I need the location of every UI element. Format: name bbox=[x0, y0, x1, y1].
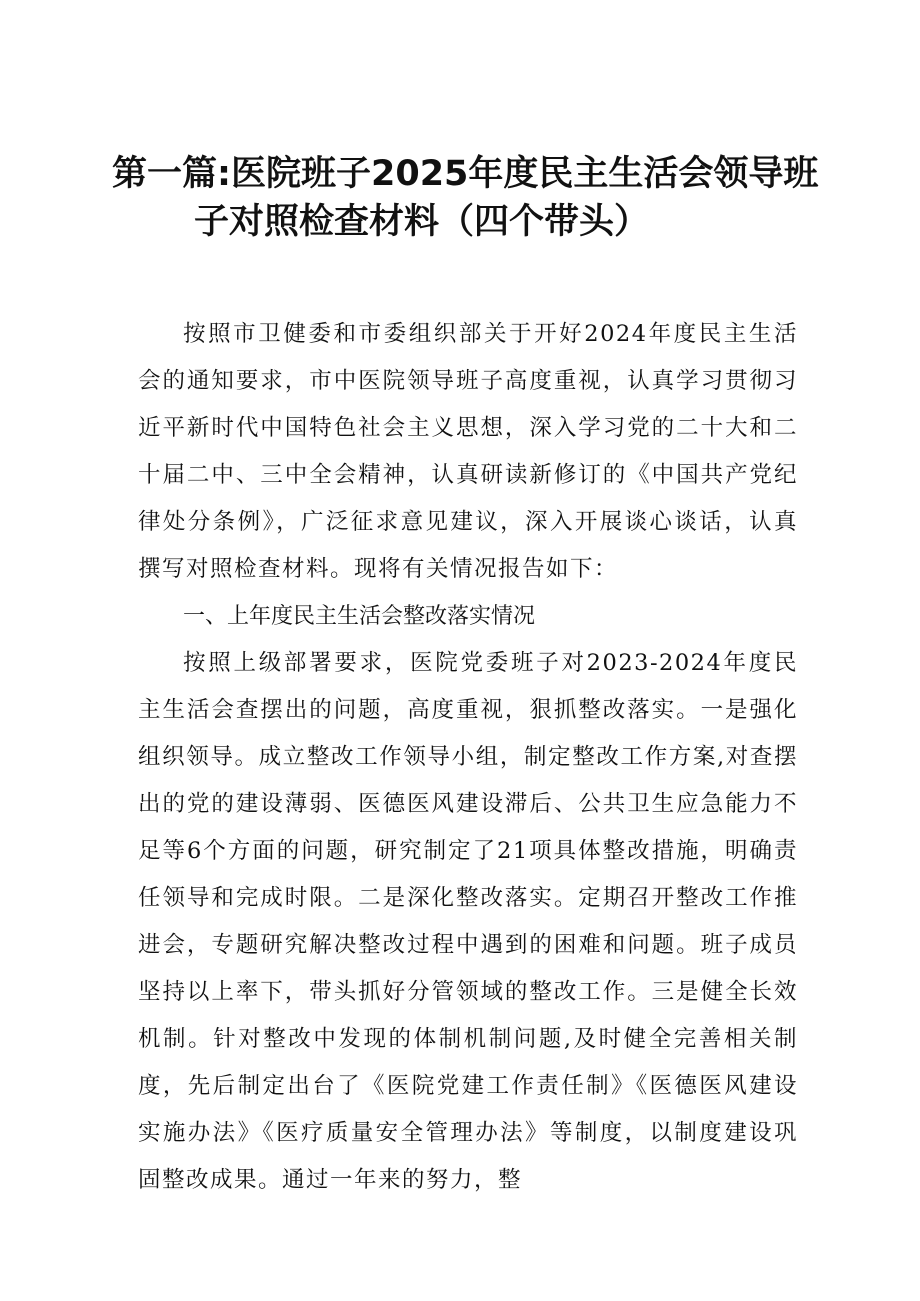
intro-paragraph: 按照市卫健委和市委组织部关于开好2024年度民主生活会的通知要求，市中医院领导班子高度重视，认真学习贯彻习近平新时代中国特色社会主义思想，深入学习党的二十大和二十届二中、三中全会精神，认真研读新修订的《中国共产党纪律处分条例》，广泛征求意见建议，深入开展谈心谈话，认真撰写对照检查材料。现将有关情况报告如下： bbox=[138, 321, 798, 582]
document-title bbox=[112, 150, 819, 246]
section-heading: 一、上年度民主生活会整改落实情况 bbox=[183, 604, 536, 629]
title-line-2: 子对照检查材料（四个带头） bbox=[194, 202, 650, 242]
title-line-1: 第一篇:医院班子2025年度民主生活会领导班 bbox=[112, 154, 819, 194]
rectification-paragraph: 按照上级部署要求，医院党委班子对2023-2024年度民主生活会查摆出的问题，高度重视，狠抓整改落实。一是强化组织领导。成立整改工作领导小组，制定整改工作方案,对查摆出的党的建设薄弱、医德医风建设滞后、公共卫生应急能力不足等6个方面的问题，研究制定了21项具体整改措施，明确责任领导和完成时限。二是深化整改落实。定期召开整改工作推进会，专题研究解决整改过程中遇到的困难和问题。班子成员坚持以上率下，带头抓好分管领域的整改工作。三是健全长效机制。针对整改中发现的体制机制问题,及时健全完善相关制度，先后制定出台了《医院党建工作责任制》《医德医风建设实施办法》《医疗质量安全管理办法》等制度，以制度建设巩固整改成果。通过一年来的努力，整 bbox=[138, 650, 798, 1193]
document-body bbox=[138, 311, 798, 1204]
